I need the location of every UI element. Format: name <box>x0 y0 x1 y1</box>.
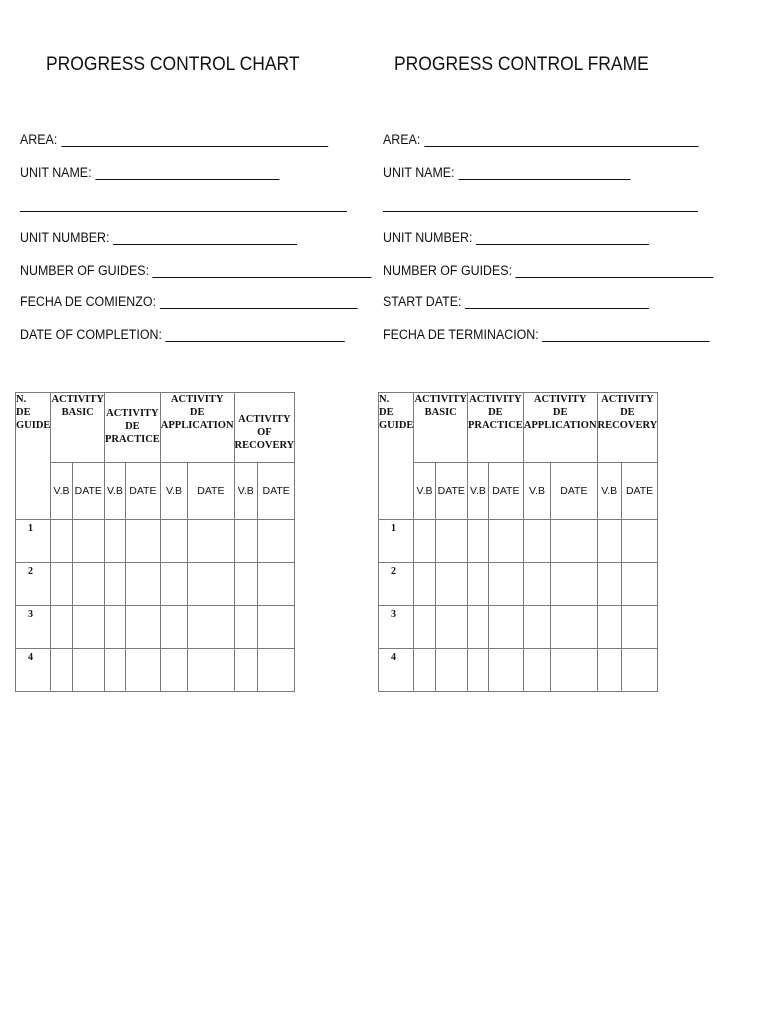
row-number: 3 <box>379 606 414 649</box>
activity-recovery-header: ACTIVITY OF RECOVERY <box>234 393 295 463</box>
table-cell[interactable] <box>125 649 160 692</box>
number-of-guides-label: NUMBER OF GUIDES: <box>383 263 513 278</box>
table-cell[interactable] <box>125 520 160 563</box>
table-cell[interactable] <box>435 520 467 563</box>
table-row <box>379 520 658 563</box>
table-cell[interactable] <box>188 520 234 563</box>
table-cell[interactable] <box>188 649 234 692</box>
unit-name-continuation-line[interactable] <box>20 211 347 212</box>
number-of-guides-input-line[interactable] <box>153 265 372 278</box>
table-cell[interactable] <box>160 606 187 649</box>
row-number: 2 <box>379 563 414 606</box>
table-cell[interactable] <box>72 520 104 563</box>
activity-recovery-header: ACTIVITY DE RECOVERY <box>597 393 658 463</box>
table-cell[interactable] <box>597 563 621 606</box>
unit-name-input-line[interactable] <box>95 167 279 180</box>
table-cell[interactable] <box>551 563 597 606</box>
start-date-input-line[interactable] <box>160 296 358 309</box>
table-cell[interactable] <box>597 520 621 563</box>
table-cell[interactable] <box>188 563 234 606</box>
table-cell[interactable] <box>467 520 488 563</box>
table-cell[interactable] <box>621 563 657 606</box>
table-cell[interactable] <box>234 606 258 649</box>
guide-number-header: N. DE GUIDE <box>379 393 414 520</box>
unit-number-field <box>20 230 297 245</box>
unit-name-field <box>20 165 279 180</box>
date-column-header: DATE <box>435 463 467 520</box>
table-cell[interactable] <box>234 649 258 692</box>
table-row <box>16 563 295 606</box>
start-date-label: FECHA DE COMIENZO: <box>20 294 156 309</box>
area-field <box>383 132 698 147</box>
table-cell[interactable] <box>414 520 435 563</box>
row-number: 3 <box>16 606 51 649</box>
table-cell[interactable] <box>234 520 258 563</box>
table-cell[interactable] <box>523 649 550 692</box>
table-cell[interactable] <box>523 606 550 649</box>
start-date-field <box>383 294 649 309</box>
table-cell[interactable] <box>467 606 488 649</box>
table-cell[interactable] <box>51 563 72 606</box>
activity-basic-header: ACTIVITY BASIC <box>414 393 468 463</box>
number-of-guides-field <box>383 263 714 278</box>
table-cell[interactable] <box>234 563 258 606</box>
number-of-guides-field <box>20 263 372 278</box>
table-cell[interactable] <box>488 563 523 606</box>
page-title: PROGRESS CONTROL FRAME <box>394 54 649 75</box>
vb-column-header: V.B <box>523 463 550 520</box>
table-cell[interactable] <box>125 606 160 649</box>
date-column-header: DATE <box>621 463 657 520</box>
activity-practice-header: ACTIVITY DE PRACTICE <box>104 393 160 463</box>
table-cell[interactable] <box>621 606 657 649</box>
table-cell[interactable] <box>258 563 295 606</box>
progress-table <box>15 392 295 692</box>
table-row <box>379 649 658 692</box>
table-cell[interactable] <box>435 563 467 606</box>
table-cell[interactable] <box>72 563 104 606</box>
date-column-header: DATE <box>551 463 597 520</box>
unit-number-input-line[interactable] <box>113 232 297 245</box>
table-cell[interactable] <box>467 649 488 692</box>
table-cell[interactable] <box>551 606 597 649</box>
table-cell[interactable] <box>160 520 187 563</box>
unit-name-input-line[interactable] <box>458 167 630 180</box>
table-cell[interactable] <box>51 649 72 692</box>
table-row <box>16 649 295 692</box>
unit-name-continuation-line[interactable] <box>383 211 698 212</box>
table-cell[interactable] <box>104 649 125 692</box>
completion-date-input-line[interactable] <box>542 329 709 342</box>
table-cell[interactable] <box>488 520 523 563</box>
number-of-guides-label: NUMBER OF GUIDES: <box>20 263 150 278</box>
activity-basic-header: ACTIVITY BASIC <box>51 393 105 463</box>
table-cell[interactable] <box>488 649 523 692</box>
area-input-line[interactable] <box>61 134 328 147</box>
table-cell[interactable] <box>551 649 597 692</box>
row-number: 4 <box>379 649 414 692</box>
vb-column-header: V.B <box>104 463 125 520</box>
vb-column-header: V.B <box>51 463 72 520</box>
start-date-field <box>20 294 357 309</box>
table-cell[interactable] <box>488 606 523 649</box>
table-cell[interactable] <box>435 606 467 649</box>
table-cell[interactable] <box>72 649 104 692</box>
table-cell[interactable] <box>51 606 72 649</box>
date-column-header: DATE <box>258 463 295 520</box>
date-column-header: DATE <box>125 463 160 520</box>
unit-number-field <box>383 230 649 245</box>
table-cell[interactable] <box>414 606 435 649</box>
vb-column-header: V.B <box>234 463 258 520</box>
table-cell[interactable] <box>551 520 597 563</box>
date-column-header: DATE <box>188 463 234 520</box>
date-column-header: DATE <box>72 463 104 520</box>
table-row <box>16 606 295 649</box>
completion-date-field <box>383 327 710 342</box>
table-cell[interactable] <box>414 563 435 606</box>
activity-application-header: ACTIVITY DE APPLICATION <box>523 393 597 463</box>
row-number: 2 <box>16 563 51 606</box>
unit-name-field <box>383 165 630 180</box>
activity-application-header: ACTIVITY DE APPLICATION <box>160 393 234 463</box>
table-cell[interactable] <box>258 606 295 649</box>
vb-column-header: V.B <box>597 463 621 520</box>
vb-column-header: V.B <box>467 463 488 520</box>
page-title: PROGRESS CONTROL CHART <box>46 54 300 75</box>
table-cell[interactable] <box>72 606 104 649</box>
area-input-line[interactable] <box>424 134 698 147</box>
completion-date-field <box>20 327 345 342</box>
table-cell[interactable] <box>414 649 435 692</box>
progress-table <box>378 392 658 692</box>
table-cell[interactable] <box>104 520 125 563</box>
unit-name-label: UNIT NAME: <box>20 165 92 180</box>
table-cell[interactable] <box>104 606 125 649</box>
table-cell[interactable] <box>104 563 125 606</box>
table-cell[interactable] <box>435 649 467 692</box>
unit-number-label: UNIT NUMBER: <box>20 230 110 245</box>
table-row <box>379 606 658 649</box>
table-row <box>379 563 658 606</box>
table-cell[interactable] <box>258 520 295 563</box>
guide-number-header: N. DE GUIDE <box>16 393 51 520</box>
number-of-guides-input-line[interactable] <box>516 265 714 278</box>
table-cell[interactable] <box>523 520 550 563</box>
completion-date-input-line[interactable] <box>166 329 345 342</box>
area-field <box>20 132 328 147</box>
table-cell[interactable] <box>621 520 657 563</box>
area-label: AREA: <box>383 132 421 147</box>
unit-name-label: UNIT NAME: <box>383 165 455 180</box>
table-cell[interactable] <box>467 563 488 606</box>
vb-column-header: V.B <box>414 463 435 520</box>
vb-column-header: V.B <box>160 463 187 520</box>
table-cell[interactable] <box>160 649 187 692</box>
table-cell[interactable] <box>597 606 621 649</box>
table-cell[interactable] <box>621 649 657 692</box>
row-number: 4 <box>16 649 51 692</box>
area-label: AREA: <box>20 132 58 147</box>
table-cell[interactable] <box>188 606 234 649</box>
row-number: 1 <box>379 520 414 563</box>
start-date-input-line[interactable] <box>465 296 649 309</box>
unit-number-input-line[interactable] <box>476 232 649 245</box>
table-cell[interactable] <box>125 563 160 606</box>
table-cell[interactable] <box>523 563 550 606</box>
table-cell[interactable] <box>597 649 621 692</box>
table-cell[interactable] <box>51 520 72 563</box>
start-date-label: START DATE: <box>383 294 462 309</box>
table-row <box>16 520 295 563</box>
table-cell[interactable] <box>160 563 187 606</box>
activity-practice-header: ACTIVITY DE PRACTICE <box>467 393 523 463</box>
table-cell[interactable] <box>258 649 295 692</box>
completion-date-label: FECHA DE TERMINACION: <box>383 327 539 342</box>
completion-date-label: DATE OF COMPLETION: <box>20 327 162 342</box>
date-column-header: DATE <box>488 463 523 520</box>
row-number: 1 <box>16 520 51 563</box>
unit-number-label: UNIT NUMBER: <box>383 230 473 245</box>
